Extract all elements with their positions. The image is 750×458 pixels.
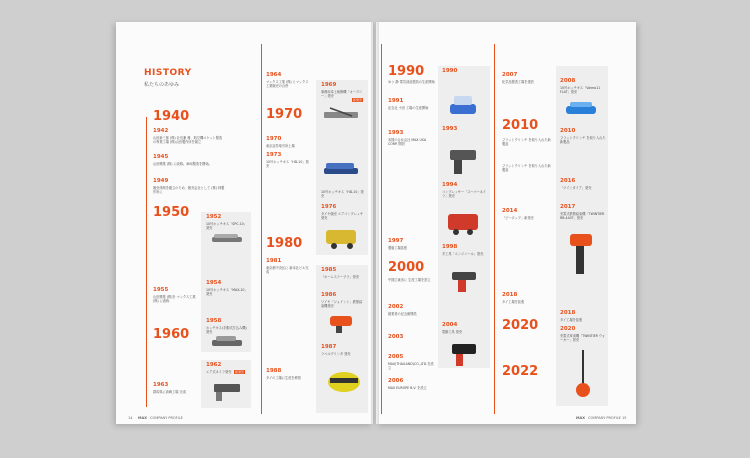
year-1964: 1964: [266, 72, 282, 78]
year-2006: 2006: [388, 378, 404, 384]
year-1955: 1955: [153, 287, 169, 293]
entry-text: 山田興業 (株)を マックス工業 (株) に改称: [153, 295, 196, 304]
year-2016: 2016: [560, 178, 576, 184]
decade-2020: 2020: [502, 318, 539, 333]
cutter-image: [322, 106, 362, 122]
year-1990: 1990: [442, 68, 458, 74]
entry-text: 東京証券取引所上場: [266, 144, 295, 148]
stapler-image: [444, 88, 484, 124]
footer-brand: MAX: [138, 416, 147, 420]
decade-1940: 1940: [153, 109, 190, 124]
entry-text: 創業者の記念館開設: [388, 312, 417, 316]
entry-text: 山田興業 (株) に改称。車両製造を開始。: [153, 162, 212, 166]
decade-1950: 1950: [153, 205, 190, 220]
year-2008: 2008: [560, 78, 576, 84]
entry-text: ホッチキス(手動式打込み機) 発売: [206, 326, 247, 335]
compressor-image: [444, 206, 484, 240]
entry-text: 化学品製造工場を建設: [502, 80, 534, 84]
timeline-line-left: [146, 117, 147, 407]
year-1998: 1998: [442, 244, 458, 250]
year-1963: 1963: [153, 382, 169, 388]
yellow-tool-image: [324, 364, 364, 398]
rebar-tool-image: [562, 230, 602, 280]
entry-text: MAX EUROPE B.V. を設立: [388, 386, 427, 390]
entry-text: ラベルプリンタ 発売: [321, 352, 351, 356]
year-1993: 1993: [388, 130, 404, 136]
timeline-line-mid: [261, 44, 262, 414]
decade-2000: 2000: [388, 260, 425, 275]
year-1949: 1949: [153, 178, 169, 184]
nailer-image: [446, 338, 484, 368]
year-1942: 1942: [153, 128, 169, 134]
year-2003: 2003: [388, 334, 404, 340]
year-2002: 2002: [388, 304, 404, 310]
year-2007: 2007: [502, 72, 518, 78]
year-1985: 1985: [321, 267, 337, 273]
entry-text: ワイヤ「ジョイント」鉄筋結束機発売: [321, 300, 363, 309]
page-title: HISTORY: [144, 68, 192, 78]
page-number: 14: [128, 416, 133, 420]
year-1993b: 1993: [442, 126, 458, 132]
entry-text: 「ツインタイア」発売: [560, 186, 592, 190]
new-badge: 新発売: [235, 370, 245, 374]
footer-text: COMPANY PROFILE: [588, 416, 621, 420]
compressor-image: [322, 222, 362, 250]
year-2018: 2018: [502, 292, 518, 298]
entry-text: 充電式鉄筋結束機「TWINTIER RB-440T」発売: [560, 212, 605, 221]
entry-text: マックス工業 (株) とマックス工業販売の合併: [266, 80, 309, 89]
year-2018b: 2018: [560, 310, 576, 316]
year-1987: 1987: [321, 344, 337, 350]
year-1954: 1954: [206, 280, 222, 286]
trimmer-image: [566, 348, 600, 400]
entry-text: MAX(THAILAND)CO.,LTD.を設立: [388, 362, 434, 371]
entry-text: エア式ネイラ発売: [206, 370, 232, 374]
year-1997: 1997: [388, 238, 404, 244]
entry-text: 充電式草刈機「TWINTIER ウォーカー」発売: [560, 334, 606, 343]
entry-text: タイ工場を拡張: [502, 300, 525, 304]
year-2020: 2020: [560, 326, 576, 332]
entry-text: 記念社 小田 工場の生産開始: [388, 106, 429, 110]
left-page: [116, 22, 373, 424]
drill-image: [444, 266, 484, 296]
right-page: [376, 22, 636, 424]
entry-text: 東京都中央区に 新本社ビル完成: [266, 266, 309, 275]
entry-text: コンプレッサー「スーパーネイラ」発売: [442, 190, 486, 199]
year-1969: 1969: [321, 82, 337, 88]
stapler-image: [322, 156, 362, 186]
year-2017: 2017: [560, 204, 576, 210]
entry-text: 山田新三郎 (株) 社長兼 務、航空機ロケット製造の専業工場 (株)山田製作所を創立: [153, 136, 223, 145]
year-2010: 2010: [560, 128, 576, 134]
entry-text: 製版工場拡張: [388, 246, 408, 250]
spine-shadow: [371, 22, 379, 424]
timeline-line-mid: [494, 44, 495, 414]
entry-text: 電動工具 発売: [442, 330, 463, 334]
year-1958: 1958: [206, 318, 222, 324]
entry-text: 「ビーポップ」新発売: [502, 216, 534, 220]
new-badge: 新発売: [353, 98, 363, 102]
footer-brand: MAX: [576, 416, 585, 420]
year-1991: 1991: [388, 98, 404, 104]
year-2004: 2004: [442, 322, 458, 328]
entry-text: フラットクリンチ を取り入れた新製品: [560, 136, 606, 145]
year-1970: 1970: [266, 136, 282, 142]
entry-text: タイヤ販売 エアコンプレッサ発売: [321, 212, 364, 221]
entry-text: 10号ホッチキス「SPC-10」発売: [206, 222, 247, 231]
decade-1980: 1980: [266, 236, 303, 251]
decade-2022: 2022: [502, 364, 539, 379]
entry-text: 群馬県に高崎工場 完成: [153, 390, 186, 394]
year-1988: 1988: [266, 368, 282, 374]
entry-text: フラットクリンチ を取り入れた新製品: [502, 138, 551, 147]
entry-text: タイの工場に生産を移管: [266, 376, 301, 380]
year-1973: 1973: [266, 152, 282, 158]
rebar-tier-image: [324, 312, 362, 334]
decade-1960: 1960: [153, 327, 190, 342]
year-2014: 2014: [502, 208, 518, 214]
flat-stapler-image: [562, 96, 602, 124]
year-2005: 2005: [388, 354, 404, 360]
entry-text: 米国の合弁会社 MAX USA CORP. 開設: [388, 138, 427, 147]
entry-text: タイ工場を拡張: [560, 318, 583, 322]
page-number: 15: [622, 416, 627, 420]
decade-1990: 1990: [388, 64, 425, 79]
year-1976: 1976: [321, 204, 337, 210]
brochure-spread: [116, 22, 636, 424]
stapler-image: [210, 232, 246, 246]
gun-image: [444, 142, 484, 178]
entry-text: 10号ホッチキス「MAX-10」発売: [206, 288, 248, 297]
entry-text: 手工具「エンジニール」発売: [442, 252, 484, 256]
year-1952: 1952: [206, 214, 222, 220]
entry-text: 事務用卓上裁断機「オープニー」発売: [321, 90, 363, 99]
year-1994: 1994: [442, 182, 458, 188]
entry-text: 10号ホッチキス「HD-10」発売: [321, 190, 364, 199]
page-subtitle: 私たちのあゆみ: [144, 82, 180, 88]
entry-text: 中国広東省に 生産工場を設立: [388, 278, 431, 282]
year-1986: 1986: [321, 292, 337, 298]
entry-text: 「ホームステープラ」発売: [321, 275, 360, 279]
timeline-line-left: [381, 44, 382, 414]
entry-text: フラットクリンチ を取り入れた新製品: [502, 164, 551, 173]
footer-text: COMPANY PROFILE: [150, 416, 183, 420]
year-1962: 1962: [206, 362, 222, 368]
year-1945: 1945: [153, 154, 169, 160]
entry-text: 10号ホッチキス「HD-10」発売: [266, 160, 309, 169]
entry-text: 10号ホッチキス「Vaimo11 FLAT」発売: [560, 86, 601, 95]
hand-stapler-image: [210, 334, 246, 350]
decade-1970: 1970: [266, 107, 303, 122]
year-1981: 1981: [266, 258, 282, 264]
nailer-image: [211, 380, 245, 402]
entry-text: ゆう 静 電気部品製造の生産開始: [388, 80, 435, 84]
entry-text: 販売体制を確立のため、販売会社として (株) 林製作所に: [153, 186, 225, 195]
decade-2010: 2010: [502, 118, 539, 133]
